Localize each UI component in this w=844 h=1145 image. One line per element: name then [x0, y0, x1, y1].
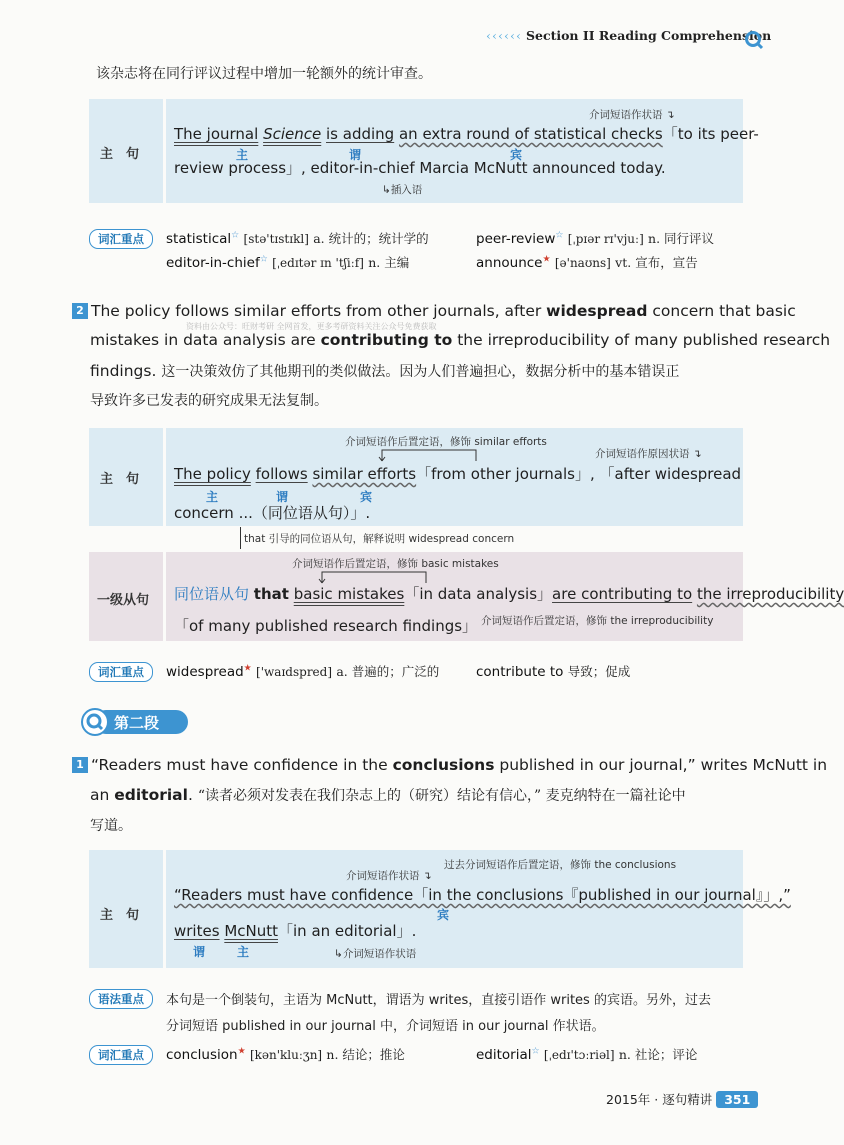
b3-object: the irreproducibility	[696, 585, 844, 603]
vocab2-item-1	[476, 662, 630, 680]
b4-mod: 「in an editorial」.	[278, 922, 417, 940]
v1-w0: statistical	[166, 231, 232, 247]
box2-label: 主 句	[100, 472, 140, 487]
box4-line1	[174, 884, 791, 905]
b1-subject: The journal	[174, 125, 259, 143]
v1-i0: [stə'tɪstɪkl]	[243, 232, 309, 246]
box1-line1	[174, 123, 759, 144]
v1-s3: ★	[542, 254, 551, 265]
connector-line	[240, 527, 241, 549]
p3-l1c: published in our journal,” writes McNutt in	[494, 756, 828, 774]
para2-line3	[90, 361, 679, 381]
vocab-tag-1: 词汇重点	[89, 229, 153, 249]
v3-s0: ★	[237, 1046, 246, 1057]
box1-ann-top-text: 介词短语作状语	[589, 109, 663, 121]
p2-l2b: contributing to	[320, 331, 453, 349]
b1-verb: is adding	[326, 125, 395, 143]
v1-d3: vt. 宣布，宣告	[615, 255, 698, 270]
v1-d2: n. 主编	[368, 255, 410, 270]
box2-between-annotation: that 引导的同位语从句，解释说明 widespread concern	[244, 533, 515, 545]
box3-label: 一级从句	[97, 593, 150, 608]
b1-object: an extra round of statistical checks	[398, 125, 663, 143]
watermark: 资料由公众号：旺财考研 全网首发，更多考研资料关注公众号免费获取	[186, 322, 437, 331]
b4-role-s: 主	[237, 945, 250, 959]
b1-subject-italic: Science	[263, 125, 322, 143]
p3-l2b: editorial	[114, 786, 188, 804]
vocab2-item-0	[166, 662, 439, 680]
b2-subject: The policy	[174, 465, 251, 483]
box3-line2: 「of many published research findings」	[174, 617, 478, 635]
box2-annotation-2: 介词短语作原因状语 ↴	[595, 448, 702, 460]
p2-l1b: widespread	[546, 302, 648, 320]
b3-mod: 「in data analysis」	[404, 585, 553, 603]
box2-annotation-1: 介词短语作后置定语，修饰 similar efforts	[345, 436, 547, 448]
b3-subject: basic mistakes	[293, 585, 405, 603]
v1-w2: editor-in-chief	[166, 255, 260, 271]
box3-annotation-1: 介词短语作后置定语，修饰 basic mistakes	[292, 558, 499, 570]
box4-label: 主 句	[100, 908, 140, 923]
grammar-tag: 语法重点	[89, 989, 153, 1009]
box4-line2	[174, 920, 416, 941]
p3-l2cn: “读者必须对发表在我们杂志上的（研究）结论有信心，” 麦克纳特在一篇社论中	[197, 788, 686, 804]
b2-mod2: 「after widespread	[599, 465, 742, 483]
section-heading	[80, 707, 192, 737]
para3-line2	[90, 785, 686, 805]
v3-d1: n. 社论；评论	[618, 1047, 698, 1062]
v2-i0: ['waɪdspred]	[256, 665, 333, 679]
v3-d0: n. 结论；推论	[326, 1047, 405, 1062]
b2-role-v: 谓	[276, 490, 289, 504]
b2-role-s: 主	[206, 490, 219, 504]
v2-d1: 导致；促成	[567, 664, 631, 679]
para2-line4: 导致许多已发表的研究成果无法复制。	[90, 393, 328, 409]
v3-i0: [kən'kluːʒn]	[249, 1048, 323, 1062]
v1-d1: n. 同行评议	[648, 231, 715, 246]
b2-ann2-text: 介词短语作原因状语	[595, 448, 690, 460]
b1-role-v: 谓	[349, 148, 362, 162]
box3-line1	[174, 583, 844, 604]
vocab3-item-0	[166, 1045, 405, 1063]
b3-that: that	[253, 585, 289, 603]
b4-role-o: 宾	[437, 908, 450, 922]
p2-l2a: mistakes in data analysis are	[90, 331, 321, 349]
box1-line2: review process」, editor-in-chief Marcia McNutt announced today.	[174, 159, 666, 177]
b1-ann-bottom-text: 插入语	[390, 184, 423, 196]
box1-label: 主 句	[100, 147, 140, 162]
b3-verb: are contributing to	[552, 585, 693, 603]
b4-line1-text: “Readers must have confidence「in the conclusions『published in our journal』」,”	[174, 886, 791, 904]
box-divider	[163, 850, 166, 968]
grammar-line2: 分词短语 published in our journal 中，介词短语 in our journal 作状语。	[166, 1019, 605, 1034]
p3-l2a: an	[90, 786, 115, 804]
section-title: 第二段	[114, 714, 160, 732]
footer	[606, 1090, 758, 1108]
vocab1-item-3	[476, 253, 698, 271]
v1-s2: ☆	[259, 254, 268, 265]
b2-mod1: 「from other journals」,	[416, 465, 600, 483]
p2-l2c: the irreproducibility of many published research	[452, 331, 831, 349]
v1-i1: [ˌpɪər rɪ'vjuː]	[567, 232, 644, 246]
b2-verb: follows	[255, 465, 308, 483]
v1-i2: [ˌedɪtər ɪn 'tʃiːf]	[272, 256, 364, 270]
p3-l1b: conclusions	[392, 756, 495, 774]
para3-line1	[72, 756, 827, 774]
footer-text: 2015年 · 逐句精讲	[606, 1092, 713, 1107]
b4-ann3-text: 介词短语作状语	[342, 948, 417, 960]
para2-number: 2	[72, 303, 88, 319]
v2-w1: contribute to	[476, 664, 564, 680]
v3-w1: editorial	[476, 1047, 532, 1063]
v1-w3: announce	[476, 255, 543, 271]
p2-l1c: concern that basic	[647, 302, 796, 320]
b1-role-o: 宾	[510, 148, 523, 162]
grammar-line1: 本句是一个倒装句，主语为 McNutt，谓语为 writes，直接引语作 writes 的宾语。另外，过去	[166, 993, 711, 1008]
p3-l1a: “Readers must have confidence in the	[91, 756, 393, 774]
box1-annotation-top: 介词短语作状语 ↴	[589, 109, 675, 121]
b4-verb: writes	[174, 922, 220, 940]
box-divider	[163, 99, 166, 203]
v3-w0: conclusion	[166, 1047, 238, 1063]
box3-annotation-2: 介词短语作后置定语，修饰 the irreproducibility	[481, 615, 714, 627]
running-header	[486, 28, 771, 43]
p2-l3en: findings.	[90, 362, 157, 380]
vocab1-item-1	[476, 229, 714, 247]
vocab-tag-3: 词汇重点	[89, 1045, 153, 1065]
box4-annotation-1: 过去分词短语作后置定语，修饰 the conclusions	[444, 859, 677, 871]
para2-line2	[90, 331, 830, 349]
header-arrows: ‹‹‹‹‹‹	[486, 28, 522, 43]
p2-l1a: The policy follows similar efforts from other journals, after	[91, 302, 547, 320]
v1-i3: [ə'naʊns]	[554, 256, 611, 270]
v1-w1: peer-review	[476, 231, 556, 247]
para2-line1	[72, 302, 796, 320]
box-divider	[163, 428, 166, 526]
box1-annotation-bottom: ↳插入语	[382, 184, 423, 196]
v2-s0: ★	[243, 663, 252, 674]
box-divider	[163, 552, 166, 641]
b2-object: similar efforts	[312, 465, 417, 483]
b3-kind: 同位语从句	[174, 585, 250, 603]
p3-l2c: .	[187, 786, 198, 804]
b1-role-s: 主	[236, 148, 249, 162]
b2-role-o: 宾	[360, 490, 373, 504]
magnifier-icon	[744, 30, 764, 50]
box2-line1	[174, 463, 741, 484]
vocab1-item-2	[166, 253, 409, 271]
intro-translation: 该杂志将在同行评议过程中增加一轮额外的统计审查。	[96, 66, 432, 82]
v2-d0: a. 普遍的；广泛的	[336, 664, 440, 679]
para3-number: 1	[72, 757, 88, 773]
v1-s0: ☆	[231, 230, 240, 241]
para3-line3: 写道。	[90, 818, 132, 834]
v1-s1: ☆	[555, 230, 564, 241]
header-title: Section II Reading Comprehension	[525, 28, 772, 43]
v3-s1: ☆	[531, 1046, 540, 1057]
b4-ann2-text: 介词短语作状语	[346, 870, 420, 882]
b4-subject: McNutt	[224, 922, 278, 940]
box4-annotation-2: 介词短语作状语 ↴	[346, 870, 432, 882]
box4-annotation-3: ↳介词短语作状语	[334, 948, 417, 960]
box2-line2: concern ...（同位语从句）」.	[174, 504, 371, 522]
page-number: 351	[716, 1091, 758, 1108]
vocab-tag-2: 词汇重点	[89, 662, 153, 682]
p2-l3cn: 这一决策效仿了其他期刊的类似做法。因为人们普遍担心，数据分析中的基本错误正	[161, 364, 680, 380]
v3-i1: [ˌedɪ'tɔːriəl]	[543, 1048, 615, 1062]
vocab1-item-0	[166, 229, 429, 247]
b1-rest: 「to its peer-	[662, 125, 759, 143]
v1-d0: a. 统计的；统计学的	[313, 231, 429, 246]
b4-role-v: 谓	[193, 945, 206, 959]
vocab3-item-1	[476, 1045, 697, 1063]
bracket-line-icon	[380, 447, 480, 463]
v2-w0: widespread	[166, 664, 244, 680]
